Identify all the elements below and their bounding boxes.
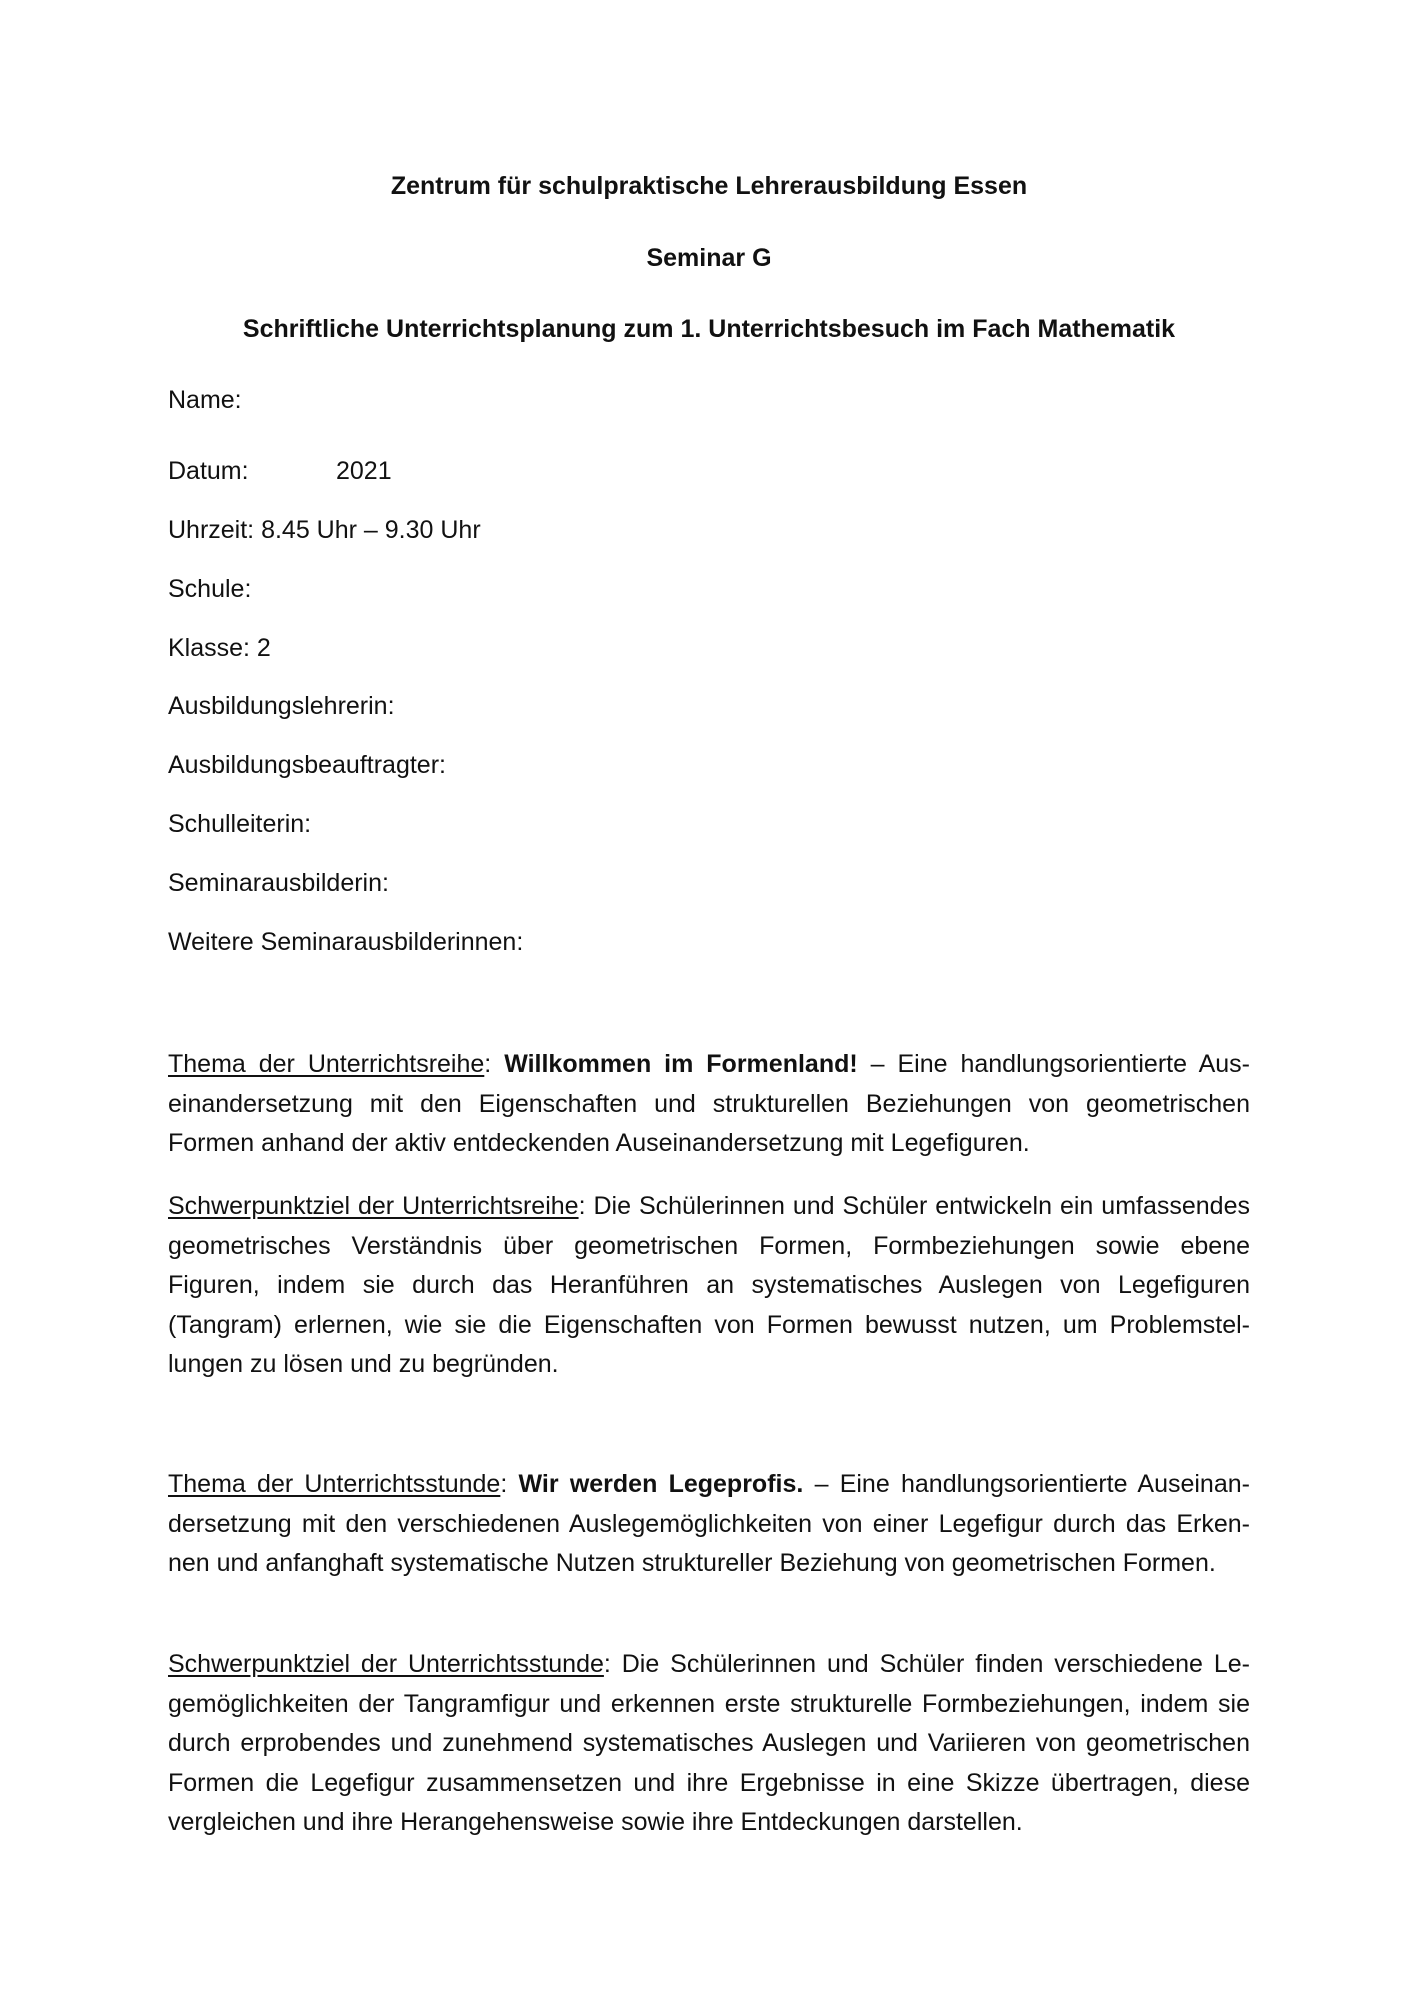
document-page [168, 0, 1250, 2000]
reihe-thema-label: Thema der Unterrichtsreihe [168, 1050, 485, 1078]
datum-label: Datum: [168, 457, 249, 485]
document-title: Schriftliche Unterrichtsplanung zum 1. Unterrichtsbesuch im Fach Mathematik [242, 315, 1176, 343]
reihe-ziel-paragraph [168, 1187, 1250, 1385]
datum-value: 2021 [336, 457, 392, 485]
name-label: Name: [168, 386, 242, 414]
stunde-thema-text: – Eine handlungsorientierte Auseinandersetzung mit den verschiedenen Auslegemöglichkeiten von einer Legefigur durch das Erkennen und anfanghaft systematische Nutzen struktureller Beziehung von geometrischen Formen. [168, 1470, 1250, 1577]
schulleiterin-line: Schulleiterin: [168, 810, 312, 838]
institution-heading: Zentrum für schulpraktische Lehrerausbildung Essen [390, 172, 1028, 200]
ausbildungslehrerin-line: Ausbildungslehrerin: [168, 692, 395, 720]
reihe-thema-title: Willkommen im Formenland! [504, 1050, 858, 1078]
seminarausbilderin-line: Seminarausbilderin: [168, 869, 389, 897]
reihe-ziel-label: Schwerpunktziel der Unterrichtsreihe [168, 1192, 579, 1220]
reihe-ziel-text: : Die Schülerinnen und Schüler entwickeln ein umfassendes geometrisches Verständnis über geometrischen Formen, Formbeziehungen sowie ebene Figuren, indem sie durch das Heranführen an systematisches Auslegen von Legefiguren (Tangram) erlernen, wie sie die Eigenschaften von Formen bewusst nutzen, um Problemstellungen zu lösen und zu begründen. [168, 1192, 1250, 1378]
klasse-line: Klasse: 2 [168, 634, 271, 662]
datum-line [168, 455, 1250, 487]
ausbildungsbeauftragter-line: Ausbildungsbeauftragter: [168, 751, 446, 779]
name-line [168, 384, 1250, 416]
stunde-ziel-text: : Die Schülerinnen und Schüler finden verschiedene Legemöglichkeiten der Tangramfigur und erkennen erste strukturelle Formbeziehungen, indem sie durch erprobendes und zunehmend systematisches Auslegen und Variieren von geometrischen Formen die Legefigur zusammensetzen und ihre Ergebnisse in eine Skizze übertragen, diese vergleichen und ihre Herangehensweise sowie ihre Entdeckungen darstellen. [168, 1650, 1250, 1836]
stunde-thema-label: Thema der Unterrichtsstunde [168, 1470, 501, 1498]
uhrzeit-line: Uhrzeit: 8.45 Uhr – 9.30 Uhr [168, 516, 481, 544]
reihe-thema-paragraph: Thema der Unterrichtsreihe: Willkommen im Formenland! – Eine handlungsorientierte Auseinandersetzung mit den Eigenschaften und strukturellen Beziehungen von geometrischen Formen anhand der aktiv entdeckenden Auseinandersetzung mit Legefiguren. [168, 1050, 1250, 1157]
schule-line: Schule: [168, 575, 252, 603]
stunde-thema-title: Wir werden Legeprofis. [518, 1470, 804, 1498]
weitere-seminarausbilderinnen-line: Weitere Seminarausbilderinnen: [168, 928, 524, 956]
stunde-ziel-paragraph [168, 1645, 1250, 1843]
reihe-thema-text: – Eine handlungsorientierte Auseinandersetzung mit den Eigenschaften und strukturellen Beziehungen von geometrischen Formen anhand der aktiv entdeckenden Auseinandersetzung mit Legefiguren. [168, 1050, 1250, 1157]
stunde-thema-paragraph: Thema der Unterrichtsstunde: Wir werden Legeprofis. – Eine handlungsorientierte Auseinandersetzung mit den verschiedenen Auslegemöglichkeiten von einer Legefigur durch das Erkennen und anfanghaft systematische Nutzen struktureller Beziehung von geometrischen Formen. [168, 1470, 1250, 1577]
stunde-ziel-label: Schwerpunktziel der Unterrichtsstunde [168, 1650, 604, 1678]
seminar-heading: Seminar G [646, 244, 772, 272]
